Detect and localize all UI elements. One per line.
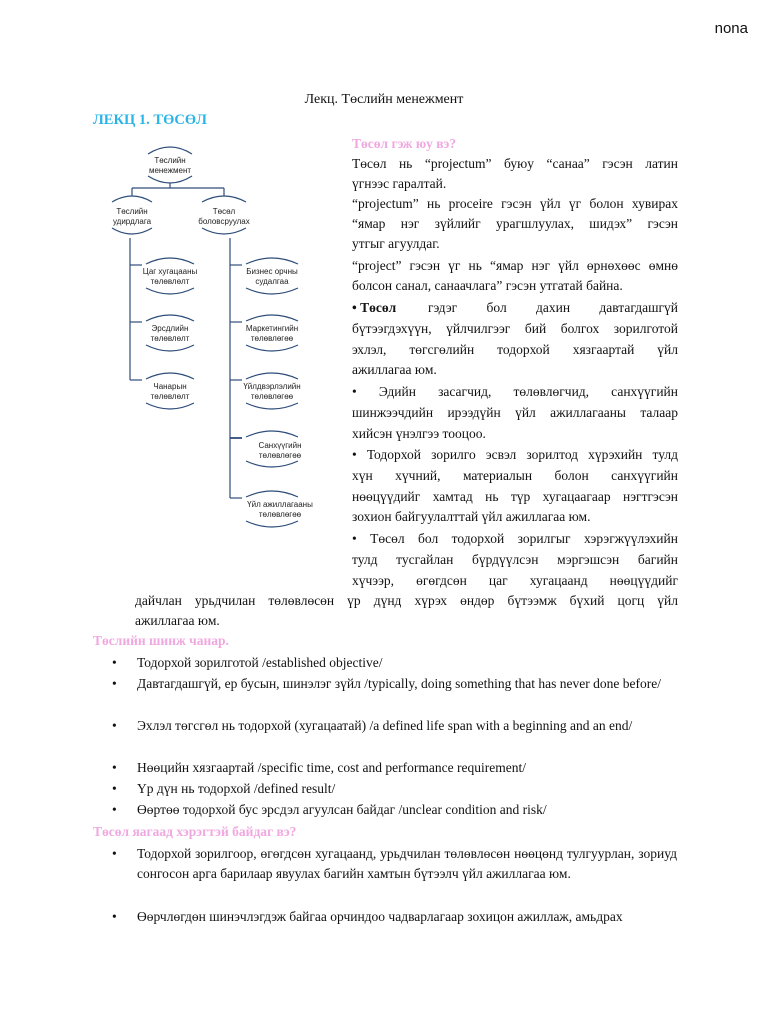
diagram-node-operations: төлөвлөгөө xyxy=(258,510,302,519)
paragraph-line: бүтээгдэхүүн, үйлчилгээг бий болгох зорилготой xyxy=(352,321,678,336)
lecture-heading: ЛЕКЦ 1. ТӨСӨЛ xyxy=(93,112,207,128)
bullet-icon: • xyxy=(112,909,117,924)
bullet-icon: • xyxy=(112,760,117,775)
diagram-node-quality: төлөвлөлт xyxy=(150,392,190,401)
bullet-icon: • xyxy=(112,781,117,796)
diagram-node-root: Төслийн xyxy=(154,156,186,165)
diagram-node-development: боловсруулах xyxy=(198,217,250,226)
diagram-node-time: Цаг хугацааны xyxy=(142,267,198,276)
paragraph-line: ажиллагаа юм. xyxy=(352,362,437,377)
brand-label: nona xyxy=(714,20,748,37)
diagram-node-marketing: төлөвлөгөө xyxy=(250,334,294,343)
section-heading-what-is-project: Төсөл гэж юу вэ? xyxy=(352,136,457,151)
paragraph-line: зохион байгуулалттай үйл ажиллагаа юм. xyxy=(352,509,591,524)
section-heading-characteristics: Төслийн шинж чанар. xyxy=(93,633,229,648)
diagram-node-risk: төлөвлөлт xyxy=(150,334,190,343)
diagram-node-marketing: Маркетингийн xyxy=(245,324,299,333)
paragraph-line: хүн хүчний, материалын болон санхүүгийн xyxy=(352,468,678,483)
document-title: Лекц. Төслийн менежмент xyxy=(304,92,464,107)
paragraph-line: утгыг агуулдаг. xyxy=(352,236,440,251)
section-heading-why-needed: Төсөл яагаад хэрэгтэй байдаг вэ? xyxy=(93,824,297,839)
diagram-node-management: Төслийн xyxy=(116,207,148,216)
definition-rest: гэдэг бол дахин давтагдашгүй xyxy=(428,300,678,315)
paragraph-line: “ямар нэг зүйлийг урагшлуулах, шидэх” гэсэн xyxy=(352,216,678,231)
diagram-node-time: төлөвлөлт xyxy=(150,277,190,286)
paragraph-line: • Тодорхой зорилго эсвэл зорилтод хүрэхийн тулд xyxy=(352,447,678,462)
diagram-arc xyxy=(112,228,152,234)
paragraph-line: хийсэн үнэлгээ тооцоо. xyxy=(352,426,486,441)
paragraph-line: болсон санал, санаачлага” гэсэн утгатай байна. xyxy=(352,278,623,293)
paragraph-line: нөөцүүдийг хамтад нь түр хугацаагаар нэгтгэсэн xyxy=(352,489,678,504)
definition-first-line: • Төсөл гэдэг бол дахин давтагдашгүй xyxy=(352,298,678,318)
paragraph-line: эхлэл, төгсгөлийн тодорхой хязгаартай үйл xyxy=(352,342,678,357)
paragraph-line: ажиллагаа юм. xyxy=(135,613,220,628)
paragraph-line: шинжээчдийн ирээдүйн үйл ажиллагааны талаар xyxy=(352,405,678,420)
diagram-arc xyxy=(148,147,192,154)
paragraph-line: үгнээс гаралтай. xyxy=(352,176,447,191)
diagram-node-finance: Санхүүгийн xyxy=(258,441,302,450)
diagram-node-finance: төлөвлөгөө xyxy=(258,451,302,460)
paragraph-line: “project” гэсэн үг нь “ямар нэг үйл өрнөхөөс өмнө xyxy=(352,258,678,273)
bullet-icon: • xyxy=(112,802,117,817)
paragraph-line: хүчээр, өгөгдсөн цаг хугацаанд нөөцүүдийг xyxy=(352,573,678,588)
diagram-node-business: судалгаа xyxy=(255,277,289,286)
diagram-node-management: удирдлага xyxy=(112,217,152,226)
paragraph-line: дайчлан урьдчилан төлөвлөсөн үр дүнд хүрэх өндөр бүтээмж бүхий цогц үйл xyxy=(135,593,678,608)
paragraph-line: • Төсөл бол тодорхой зорилгыг хэрэгжүүлэхийн xyxy=(352,531,678,546)
diagram-svg xyxy=(100,138,340,528)
paragraph-line: Төсөл нь “projectum” буюу “санаа” гэсэн латин xyxy=(352,156,678,171)
diagram-node-production: Үйлдвэрлэлийн xyxy=(243,382,301,391)
project-management-diagram xyxy=(100,138,340,528)
diagram-arc xyxy=(148,176,192,183)
diagram-node-quality: Чанарын xyxy=(153,382,187,391)
diagram-node-production: төлөвлөгөө xyxy=(250,392,294,401)
diagram-node-root: менежмент xyxy=(148,166,192,175)
diagram-node-business: Бизнес орчны xyxy=(246,267,298,276)
paragraph-line: • Эдийн засагчид, төлөвлөгчид, санхүүгийн xyxy=(352,384,678,399)
bullet-icon: • xyxy=(112,676,117,691)
diagram-node-risk: Эрсдлийн xyxy=(151,324,189,333)
definition-term: Төсөл xyxy=(360,300,397,315)
bullet-icon: • xyxy=(112,846,117,861)
paragraph-line: тулд тусгайлан бүрдүүлсэн мэргэшсэн багийн xyxy=(352,552,678,567)
diagram-arc xyxy=(112,196,152,202)
paragraph-line: “projectum” нь proceire гэсэн үйл үг болон хувирах xyxy=(352,196,678,211)
diagram-arc xyxy=(202,196,246,202)
diagram-node-operations: Үйл ажиллагааны xyxy=(247,500,313,509)
diagram-node-development: Төсөл xyxy=(212,207,236,216)
diagram-arc xyxy=(202,228,246,234)
bullet-icon: • xyxy=(112,655,117,670)
bullet-icon: • xyxy=(112,718,117,733)
